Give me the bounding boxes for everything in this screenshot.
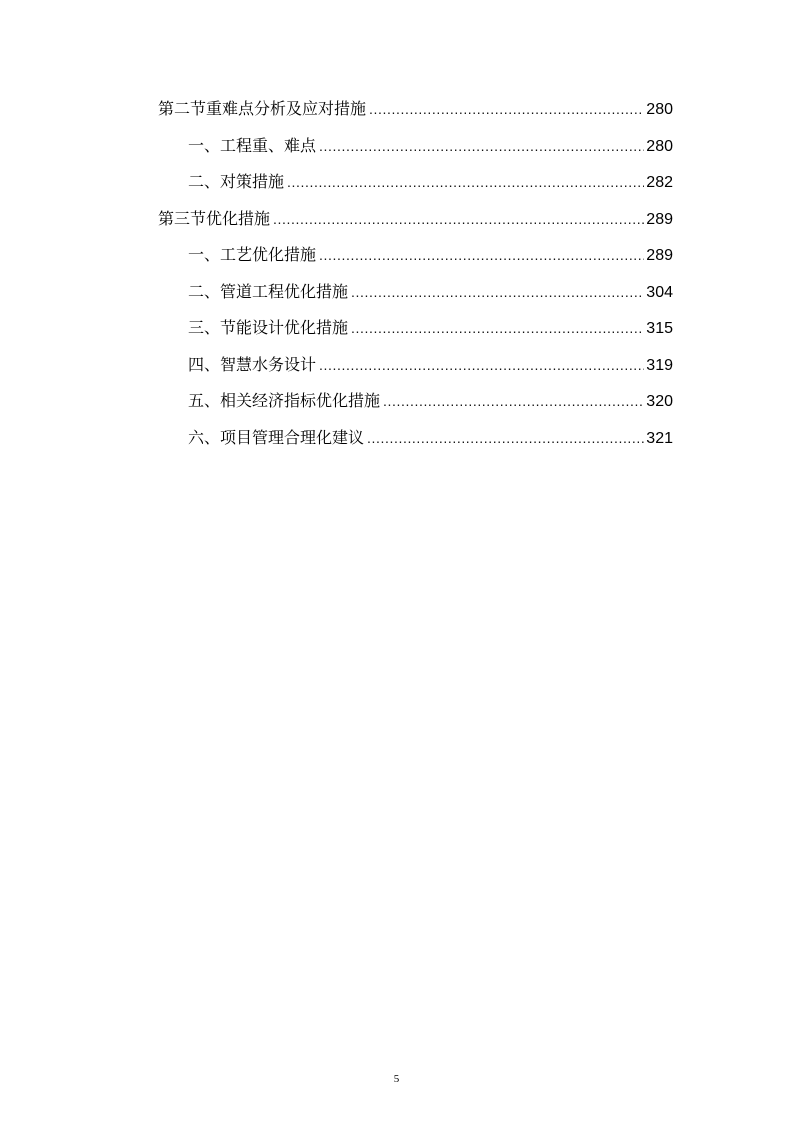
toc-entry-title: 相关经济指标优化措施 [220,391,381,410]
dot-leader [319,131,644,161]
toc-entry-number: 一、 [188,135,221,155]
toc-entry-number: 五、 [188,391,221,410]
toc-entry-title: 工程重、难点 [220,135,317,155]
toc-entry-number: 六、 [188,427,221,447]
toc-entry-title: 对策措施 [220,172,285,191]
toc-entry[interactable] [158,240,673,277]
dot-leader [383,386,644,416]
toc-entry-title: 重难点分析及应对措施 [206,99,367,118]
toc-entry-number: 第三节 [158,208,207,228]
toc-entry-title: 管道工程优化措施 [220,281,349,301]
toc-entry-page: 304 [646,283,673,301]
toc-entry-title: 优化措施 [206,208,271,228]
toc-entry-number: 三、 [188,318,221,337]
toc-entry-number: 四、 [188,354,221,374]
toc-entry[interactable] [158,94,673,131]
toc-entry[interactable] [158,386,673,423]
dot-leader [367,423,644,453]
toc-entry-page: 289 [646,210,673,228]
dot-leader [273,204,644,234]
dot-leader [351,313,644,343]
toc-entry-page: 315 [646,320,673,337]
dot-leader [351,277,644,307]
dot-leader [287,167,644,197]
toc-entry-number: 二、 [188,172,221,191]
toc-entry-number: 一、 [188,245,221,264]
toc-entry-title: 项目管理合理化建议 [220,427,365,447]
toc-entry-number: 第二节 [158,99,207,118]
toc-entry[interactable] [158,350,673,387]
toc-entry-page: 282 [646,174,673,191]
toc-entry[interactable] [158,204,673,241]
toc-entry-title: 工艺优化措施 [220,245,317,264]
toc-entry-title: 智慧水务设计 [220,354,317,374]
toc-entry[interactable] [158,131,673,168]
page-number: 5 [393,1073,400,1085]
toc-entry-page: 319 [646,356,673,374]
toc-entry[interactable] [158,277,673,314]
toc-entry[interactable] [158,313,673,350]
toc-entry-page: 289 [646,247,673,264]
table-of-contents [158,94,673,459]
toc-entry[interactable] [158,167,673,204]
dot-leader [369,94,644,124]
toc-entry-page: 321 [646,429,673,447]
dot-leader [319,350,644,380]
toc-entry[interactable] [158,423,673,460]
toc-entry-page: 280 [646,137,673,155]
toc-entry-title: 节能设计优化措施 [220,318,349,337]
toc-entry-page: 280 [646,101,673,118]
toc-entry-number: 二、 [188,281,221,301]
dot-leader [319,240,644,270]
toc-entry-page: 320 [646,393,673,410]
